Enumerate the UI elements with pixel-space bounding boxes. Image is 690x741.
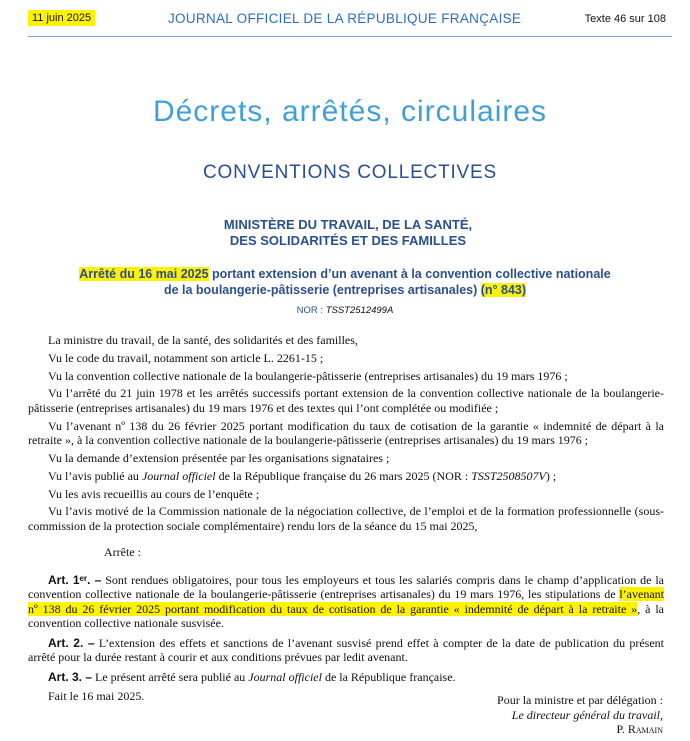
visa-paragraph: Vu l’avenant nº 138 du 26 février 2025 portant modification du taux de cotisation de la garantie « indemnité de départ à la retraite », à la convention collective nationale de la boulangerie-pâtisserie (entreprises artisanales) du 19 mars 1976 ; <box>28 418 664 448</box>
ministry-heading <box>0 217 690 249</box>
publication-date: 11 juin 2025 <box>28 10 95 26</box>
article-3 <box>28 670 664 685</box>
convention-number: (n° 843) <box>480 283 527 297</box>
article-1-highlight: l’avenant nº 138 du 26 février 2025 portant modification du taux de cotisation de la garantie « indemnité de départ à la retraite » <box>28 587 664 616</box>
article-3-text-end: de la République française. <box>321 669 456 684</box>
journal-officiel-italic: Journal officiel <box>141 468 216 483</box>
visa-paragraph: Vu la demande d’extension présentée par les organisations signataires ; <box>48 450 390 465</box>
nor-reference <box>0 305 690 316</box>
visa-jo-text: ) ; <box>545 468 557 483</box>
header-divider <box>28 36 672 37</box>
signatory-name: P. Ramain <box>616 722 663 736</box>
article-3-text: Le présent arrêté sera publié au <box>92 669 249 684</box>
article-1 <box>28 573 664 631</box>
visa-paragraph: La ministre du travail, de la santé, des solidarités et des familles, <box>48 333 358 347</box>
article-1-label: Art. 1ᵉʳ. – <box>48 572 102 587</box>
arrete-title-rest: portant extension d’un avenant à la convention collective nationale <box>208 267 611 281</box>
arrete-date: Arrêté du 16 mai 2025 <box>79 267 209 281</box>
signatory-title: Le directeur général du travail, <box>511 707 663 722</box>
article-3-label: Art. 3. – <box>48 669 93 684</box>
signature-block <box>400 693 663 737</box>
ministry-line-1: MINISTÈRE DU TRAVAIL, DE LA SANTÉ, <box>223 217 473 232</box>
text-number: Texte 46 sur 108 <box>584 13 666 25</box>
document-body <box>28 333 664 707</box>
nor-value: TSST2512499A <box>325 305 394 316</box>
visa-paragraph: Vu la convention collective nationale de la boulangerie-pâtisserie (entreprises artisanales) du 19 mars 1976 ; <box>48 368 568 383</box>
visa-paragraph: Vu l’arrêté du 21 juin 1978 et les arrêtés successifs portant extension de la convention collective nationale de la boulangerie-pâtisserie (entreprises artisanales) du 19 mars 1976 et des textes qui l’ont complétée ou modifiée ; <box>28 386 664 415</box>
ministry-line-2: DES SOLIDARITÉS ET DES FAMILLES <box>229 233 467 248</box>
signature-line-1: Pour la ministre et par délégation : <box>497 693 663 707</box>
article-2-text: L’extension des effets et sanctions de l’avenant susvisé prend effet à compter de la date de publication du présent arrêté pour la durée restant à courir et aux conditions prévues par ledit avenant. <box>28 635 664 665</box>
visa-paragraph: Vu le code du travail, notamment son article L. 2261-15 ; <box>48 350 324 365</box>
nor-label: NOR : <box>296 305 326 316</box>
visa-paragraph: Vu les avis recueillis au cours de l’enquête ; <box>48 486 260 501</box>
arrete-word: Arrête : <box>104 545 141 560</box>
article-1-text: Sont rendues obligatoires, pour tous les employeurs et tous les salariés compris dans le champ d’application de la convention collective nationale de la boulangerie-pâtisserie (entreprises artisanales) du 19 mars 1976, les stipulations de <box>28 572 664 602</box>
journal-title: JOURNAL OFFICIEL DE LA RÉPUBLIQUE FRANÇAISE <box>168 11 522 26</box>
fait-date: Fait le 16 mai 2025. <box>48 689 145 704</box>
page-header <box>0 10 690 30</box>
visa-jo-text: Vu l’avis publié au <box>48 468 142 483</box>
subsection-title: CONVENTIONS COLLECTIVES <box>203 162 497 183</box>
arrete-title-line-2: de la boulangerie-pâtisserie (entreprises artisanales) <box>163 283 481 297</box>
article-1-text-end: , à la convention collective nationale susvisée. <box>28 601 664 631</box>
nor-avis: TSST2508507V <box>471 468 546 483</box>
visa-jo-paragraph <box>28 469 664 484</box>
journal-officiel-italic: Journal officiel <box>248 669 322 684</box>
signature-line-2 <box>400 708 663 723</box>
arrete-title <box>0 266 690 298</box>
article-2 <box>28 636 664 665</box>
article-2-label: Art. 2. – <box>48 635 95 650</box>
visa-paragraph: Vu l’avis motivé de la Commission nationale de la négociation collective, de l’emploi et de la formation professionnelle (sous-commission de la protection sociale complémentaire) rendu lors de la séance du 15 mai 2025, <box>28 504 664 533</box>
visa-jo-text: de la République française du 26 mars 2025 (NOR : <box>215 468 472 483</box>
section-title: Décrets, arrêtés, circulaires <box>152 95 548 128</box>
